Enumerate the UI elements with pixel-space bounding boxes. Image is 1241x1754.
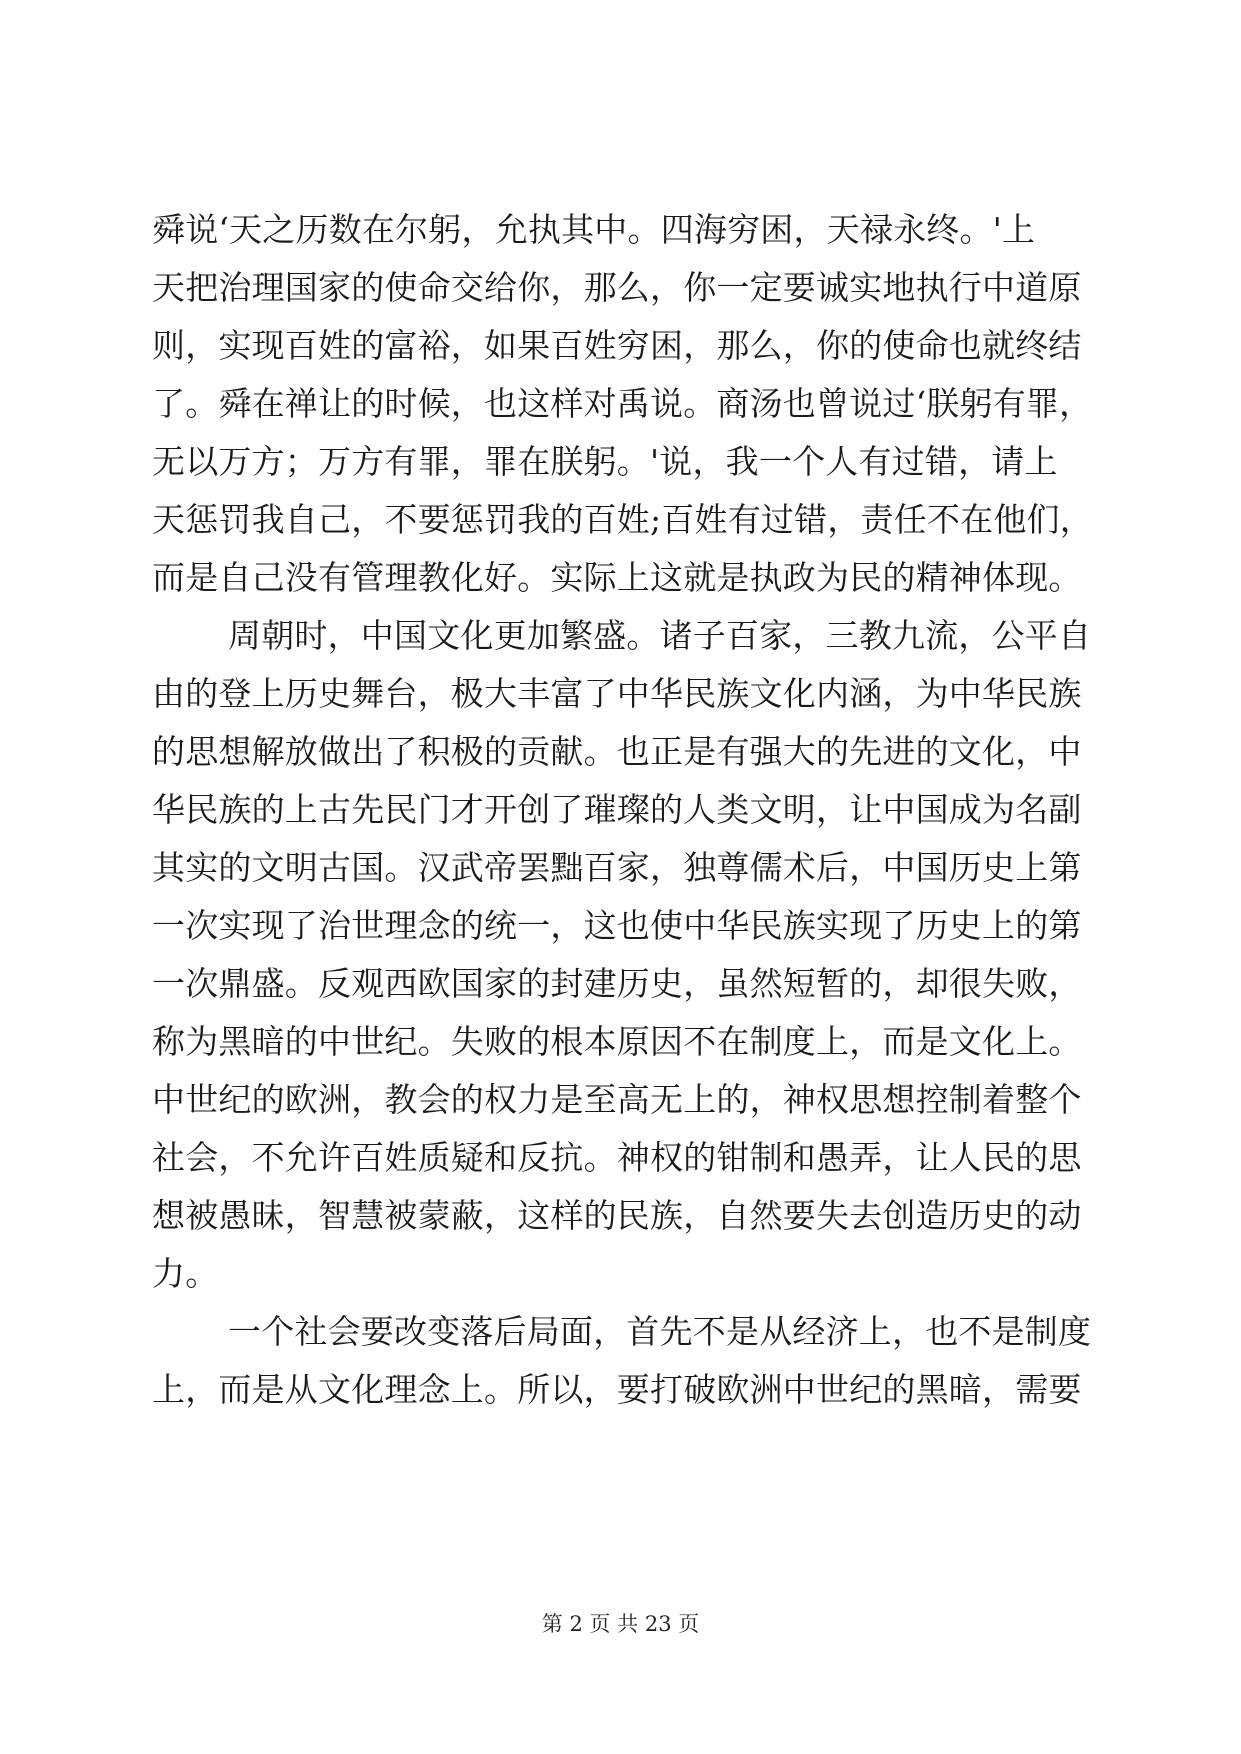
text-line-10: 的思想解放做出了积极的贡献。也正是有强大的先进的文化，中	[152, 732, 1082, 771]
paragraph-start-line: 一个社会要改变落后局面，首先不是从经济上，也不是制度	[228, 1312, 1092, 1351]
paragraph-start-line: 周朝时，中国文化更加繁盛。诸子百家，三教九流，公平自	[228, 616, 1092, 655]
text-line-16: 中世纪的欧洲，教会的权力是至高无上的，神权思想控制着整个	[152, 1080, 1082, 1119]
text-line-4: 了。舜在禅让的时候，也这样对禹说。商汤也曾说过‘朕躬有罪，	[152, 384, 1093, 423]
text-line-14: 一次鼎盛。反观西欧国家的封建历史，虽然短暂的，却很失败，	[152, 964, 1082, 1003]
page-footer: 第 2 页 共 23 页	[541, 1612, 700, 1636]
text-line-19: 力。	[152, 1254, 219, 1293]
text-line-12: 其实的文明古国。汉武帝罢黜百家，独尊儒术后，中国历史上第	[152, 848, 1082, 887]
text-line-13: 一次实现了治世理念的统一，这也使中华民族实现了历史上的第	[152, 906, 1082, 945]
text-line-15: 称为黑暗的中世纪。失败的根本原因不在制度上，而是文化上。	[152, 1022, 1082, 1061]
text-line-17: 社会，不允许百姓质疑和反抗。神权的钳制和愚弄，让人民的思	[152, 1138, 1082, 1177]
text-line-3: 则，实现百姓的富裕，如果百姓穷困，那么，你的使命也就终结	[152, 326, 1082, 365]
text-line-6: 天惩罚我自己，不要惩罚我的百姓;百姓有过错，责任不在他们，	[152, 500, 1093, 539]
text-line-21: 上，而是从文化理念上。所以，要打破欧洲中世纪的黑暗，需要	[152, 1370, 1082, 1409]
text-line-11: 华民族的上古先民门才开创了璀璨的人类文明，让中国成为名副	[152, 790, 1082, 829]
text-line-7: 而是自己没有管理教化好。实际上这就是执政为民的精神体现。	[152, 558, 1082, 597]
text-line-1: 舜说‘天之历数在尔躬，允执其中。四海穷困，天禄永终。'上	[152, 210, 1036, 249]
text-line-5: 无以万方；万方有罪，罪在朕躬。'说，我一个人有过错，请上	[152, 442, 1058, 481]
text-line-9: 由的登上历史舞台，极大丰富了中华民族文化内涵，为中华民族	[152, 674, 1082, 713]
text-line-18: 想被愚昧，智慧被蒙蔽，这样的民族，自然要失去创造历史的动	[152, 1196, 1082, 1235]
text-line-2: 天把治理国家的使命交给你，那么，你一定要诚实地执行中道原	[152, 268, 1082, 307]
